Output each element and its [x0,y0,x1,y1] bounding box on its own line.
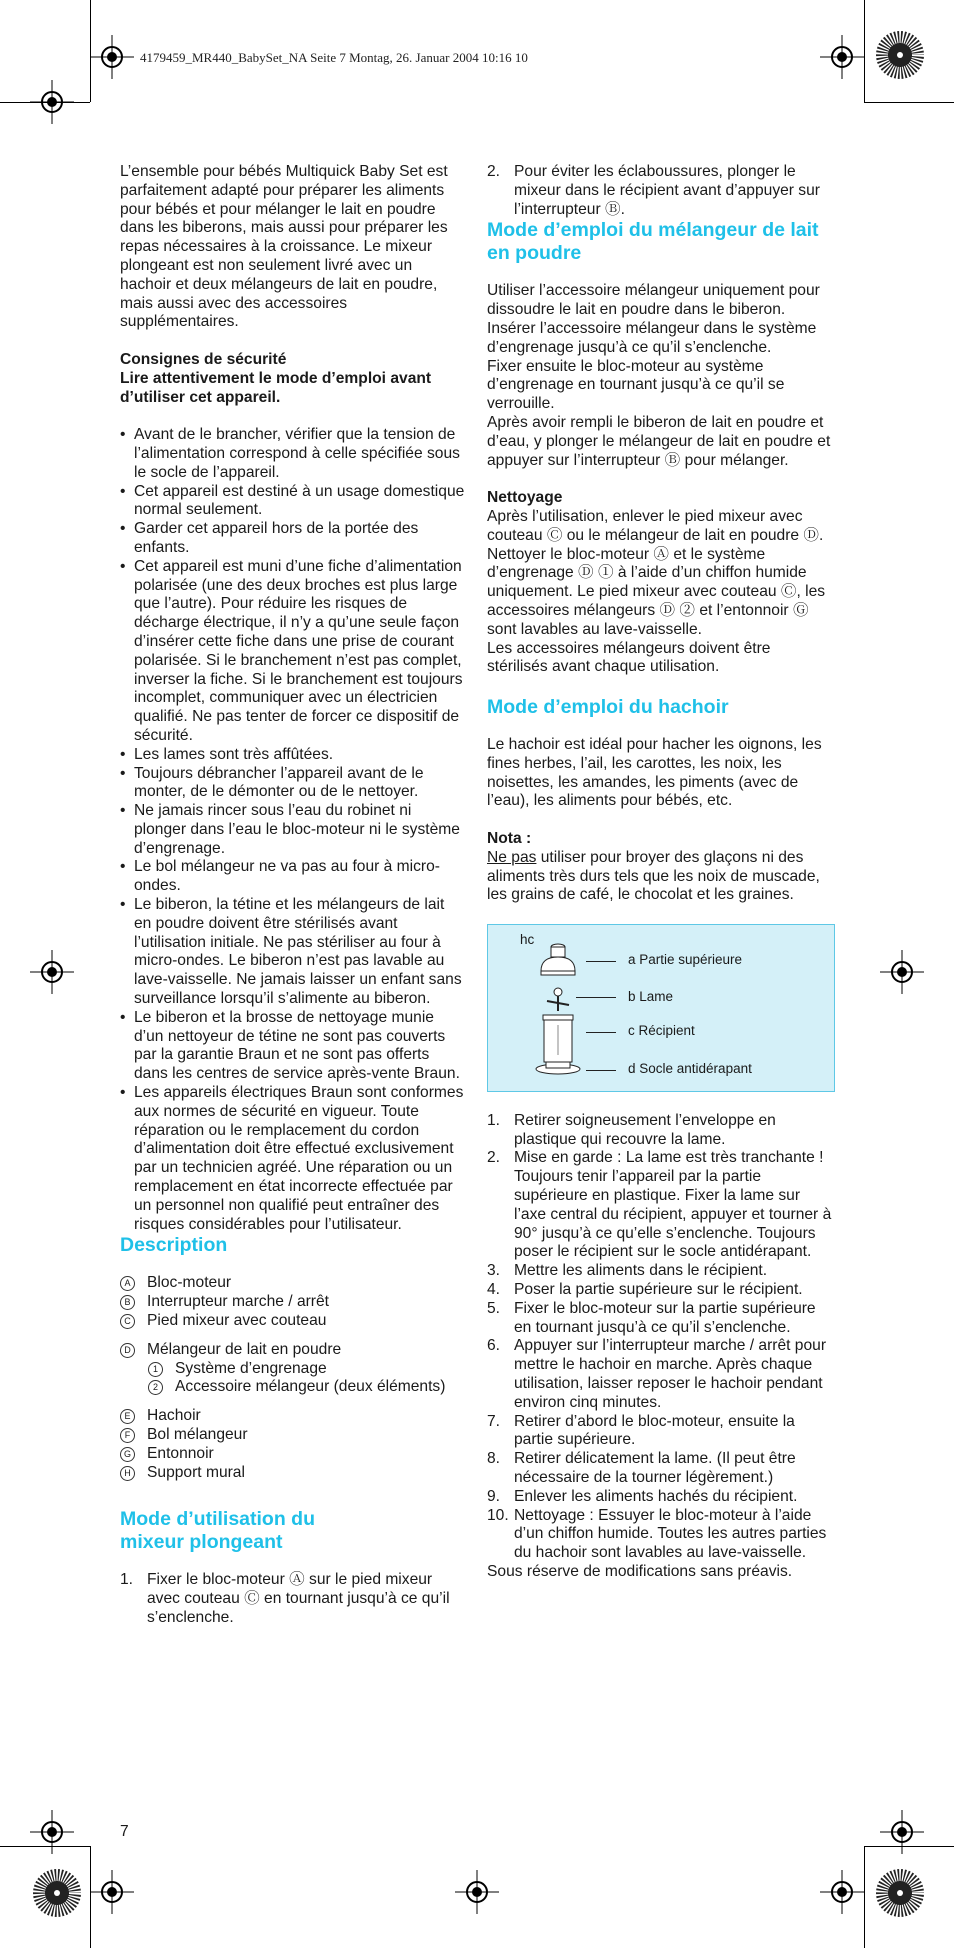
description-subitem [120,1360,465,1379]
nota-text: utiliser pour broyer des glaçons ni des aliments très durs tels que les noix de muscade, les grains de café, le chocolat et les graines. [487,848,820,904]
step-text: Poser la partie supérieure sur le récipient. [514,1281,803,1299]
step-item [487,1149,835,1262]
step-number: 7. [487,1412,501,1430]
safety-title: Consignes de sécurité [120,350,287,368]
footer-note: Sous réserve de modifications sans préavis. [487,1563,793,1581]
letter-circle: E [120,1409,135,1424]
figure-part-label: a Partie supérieure [628,951,743,967]
step-text: Nettoyage : Essuyer le bloc-moteur à l’aide d’un chiffon humide. Toutes les autres parties du hachoir sont lavables au lave-vaisselle. [514,1506,827,1562]
milk-mixer-text: Utiliser l’accessoire mélangeur uniquement pour dissoudre le lait en poudre dans le biberon. Insérer l’accessoire mélangeur dans le système d’engrenage jusqu’à ce qu’il s’enclenche. Fixer ensuite le bloc-moteur au système d’engrenage en tournant jusqu’à ce qu’il se verrouille. Après avoir rempli le biberon de lait en poudre et d’eau, y plonger le mélangeur de lait en poudre et appuyer sur l’interrupteur Ⓑ pour mélanger. [487,282,831,469]
step-item [487,1450,835,1488]
page-number: 7 [120,1823,129,1840]
step-number: 2. [487,1149,501,1167]
chopper-heading: Mode d’emploi du hachoir [487,695,729,718]
step-item [487,1281,835,1300]
safety-item: • Les appareils électriques Braun sont conformes aux normes de sécurité en vigueur. Toute réparation ou le remplacement du cordon d’alimentation doit être effectué exclusivement par un technicien agréé. Une réparation ou un remplacement en état incorrecte effectuée par un personnel non qualifié peut entraîner des risques considérables pour l’utilisateur. [120,1084,465,1234]
description-label: Hachoir [147,1407,201,1425]
description-item [120,1341,465,1360]
safety-item: • Le biberon, la tétine et les mélangeurs de lait en poudre doivent être stérilisés avant l’utilisation initiale. Ne pas stériliser au four à micro-ondes. Le biberon n’est pas lavable au lave-vaisselle. Ne jamais laisser un enfant sans surveillance lorsqu’il s’alimente au biberon. [120,896,465,1009]
chopper-steps [487,1112,835,1563]
step-item [487,1488,835,1507]
registration-mark-icon [880,1810,924,1854]
registration-mark-icon [30,1810,74,1854]
starburst-target-icon [32,1868,82,1918]
registration-mark-icon [90,35,134,79]
step-number: 6. [487,1337,501,1355]
step-text: Appuyer sur l’interrupteur marche / arrêt pour mettre le hachoir en marche. Après chaque utilisation, laisser reposer le hachoir pendant environ cinq minutes. [514,1337,827,1411]
figure-hc-label: hc [520,931,535,947]
registration-mark-icon [90,1870,134,1914]
safety-item: • Avant de le brancher, vérifier que la tension de l’alimentation correspond à celle spécifiée sous le socle de l’appareil. [120,426,465,482]
letter-circle: H [120,1466,135,1481]
description-item [120,1274,465,1293]
safety-list [120,426,465,1234]
step-item [487,163,835,219]
step-item [487,1337,835,1412]
step-text: Retirer d’abord le bloc-moteur, ensuite la partie supérieure. [514,1412,795,1449]
nota-title: Nota : [487,829,532,847]
safety-item: • Toujours débrancher l’appareil avant de le monter, de le démonter ou de le nettoyer. [120,765,465,803]
letter-circle: C [120,1314,135,1329]
description-label: Accessoire mélangeur (deux éléments) [175,1378,446,1396]
description-label: Interrupteur marche / arrêt [147,1293,330,1311]
description-label: Pied mixeur avec couteau [147,1312,327,1330]
cleaning-text: Après l’utilisation, enlever le pied mixeur avec couteau Ⓒ ou le mélangeur de lait en poudre Ⓓ. Nettoyer le bloc-moteur Ⓐ et le système d’engrenage Ⓓ ① à l’aide d’un chiffon humide uniquement. Le pied mixeur avec couteau Ⓒ, les accessoires mélangeurs Ⓓ ② et l’entonnoir Ⓖ sont lavables au lave-vaisselle. Les accessoires mélangeurs doivent être stérilisés avant chaque utilisation. [487,507,826,676]
chopper-figure [487,924,835,1092]
description-label: Support mural [147,1463,245,1481]
safety-item: • Ne jamais rincer sous l’eau du robinet ni plonger dans l’eau le bloc-moteur ni le système d’engrenage. [120,802,465,858]
crop-mark [864,1846,865,1948]
safety-item: • Garder cet appareil hors de la portée des enfants. [120,520,465,558]
step-number: 4. [487,1281,501,1299]
description-list [120,1274,465,1482]
description-label: Bloc-moteur [147,1274,232,1292]
description-item [120,1464,465,1483]
step-item [487,1112,835,1150]
number-circle: 2 [148,1380,163,1395]
print-header: 4179459_MR440_BabySet_NA Seite 7 Montag, 26. Januar 2004 10:16 10 [140,50,528,65]
step-text: Retirer délicatement la lame. (Il peut être nécessaire de la tourner légèrement.) [514,1450,796,1487]
description-heading: Description [120,1234,228,1257]
step-text: Enlever les aliments hachés du récipient. [514,1487,798,1505]
number-circle: 1 [148,1362,163,1377]
blender-steps-continued [487,163,835,219]
figure-part-label: c Récipient [628,1022,695,1038]
step-number: 10. [487,1506,509,1524]
step-item [487,1507,835,1563]
registration-mark-icon [455,1870,499,1914]
cleaning-title: Nettoyage [487,489,563,507]
step-number: 5. [487,1299,501,1317]
registration-mark-icon [820,1870,864,1914]
registration-mark-icon [880,950,924,994]
step-number: 3. [487,1262,501,1280]
registration-mark-icon [30,950,74,994]
letter-circle: G [120,1447,135,1462]
letter-circle: B [120,1295,135,1310]
step-text: Pour éviter les éclaboussures, plonger le mixeur dans le récipient avant d’appuyer sur l’interrupteur Ⓑ. [514,163,820,218]
right-column [487,163,835,1582]
step-text: Fixer le bloc-moteur Ⓐ sur le pied mixeur avec couteau Ⓒ en tournant jusqu’à ce qu’il s’enclenche. [147,1571,450,1626]
starburst-target-icon [875,1868,925,1918]
safety-item: • Les lames sont très affûtées. [120,746,465,765]
registration-mark-icon [820,35,864,79]
chopper-illustration-icon [533,935,633,1085]
description-label: Système d’engrenage [175,1359,327,1377]
description-label: Bol mélangeur [147,1426,248,1443]
description-subitem [120,1378,465,1397]
crop-mark [864,102,954,103]
description-item [120,1407,465,1426]
blender-mode-heading: Mode d’utilisation du mixeur plongeant [120,1508,315,1554]
letter-circle: D [120,1343,135,1358]
description-item [120,1426,465,1445]
step-number: 2. [487,163,501,180]
step-number: 9. [487,1487,501,1505]
description-label: Mélangeur de lait en poudre [147,1340,342,1358]
step-item [487,1413,835,1451]
nota-underlined: Ne pas [487,848,537,866]
letter-circle: A [120,1276,135,1291]
safety-item: • Le bol mélangeur ne va pas au four à micro-ondes. [120,858,465,896]
safety-item: • Cet appareil est destiné à un usage domestique normal seulement. [120,483,465,521]
blender-steps [120,1571,465,1627]
step-text: Retirer soigneusement l’enveloppe en plastique qui recouvre la lame. [514,1111,776,1148]
description-item [120,1293,465,1312]
step-text: Fixer le bloc-moteur sur la partie supérieure en tournant jusqu’à ce qu’il s’enclenche. [514,1299,816,1336]
figure-part-label: d Socle antidérapant [628,1060,752,1076]
step-item [487,1262,835,1281]
letter-circle: F [120,1428,135,1443]
safety-subtitle: Lire attentivement le mode d’emploi avant d’utiliser cet appareil. [120,369,432,406]
step-item [487,1300,835,1338]
safety-item: • Le biberon et la brosse de nettoyage munie d’un nettoyeur de tétine ne sont pas couverts par la garantie Braun et ne sont pas offerts dans les centres de service après-vente Braun. [120,1009,465,1084]
intro-paragraph: L’ensemble pour bébés Multiquick Baby Set est parfaitement adapté pour préparer les aliments pour bébés et pour mélanger le lait en poudre dans les biberons, mais aussi pour préparer les repas nécessaires à la croissance. Le mixeur plongeant est non seulement livré avec un hachoir et deux mélangeurs de lait en poudre, mais aussi avec des accessoires supplémentaires. [120,163,448,331]
figure-part-label: b Lame [628,988,674,1004]
chopper-text: Le hachoir est idéal pour hacher les oignons, les fines herbes, l’ail, les carottes, les noix, les noisettes, les amandes, les piments (avec de l’eau), les aliments pour bébés, etc. [487,735,822,810]
starburst-target-icon [875,30,925,80]
milk-mixer-heading: Mode d’emploi du mélangeur de lait en poudre [487,219,819,265]
step-number: 1. [120,1571,134,1589]
left-column [120,163,465,1628]
description-item [120,1312,465,1331]
crop-mark [864,0,865,102]
step-text: Mise en garde : La lame est très tranchante ! Toujours tenir l’appareil par la partie supérieure en plastique. Fixer la lame sur l’axe central du récipient, appuyer et tourner à 90° jusqu’à ce qu’elle s’enclenche. Toujours poser le récipient sur le socle antidérapant. [514,1149,832,1261]
safety-item: • Cet appareil est muni d’une fiche d’alimentation polarisée (une des deux broches est plus large que l’autre). Pour réduire les risques de décharge électrique, il n’y a qu’une seule façon d’insérer cette fiche dans une prise de courant polarisée. Si le branchement n’est pas complet, inverser la fiche. Si le branchement est toujours incomplet, communiquer avec un électricien qualifié. Ne pas tenter de forcer ce dispositif de sécurité. [120,558,465,746]
description-item [120,1445,465,1464]
registration-mark-icon [30,80,74,124]
step-number: 1. [487,1111,501,1129]
step-text: Mettre les aliments dans le récipient. [514,1262,768,1280]
step-number: 8. [487,1450,501,1468]
description-label: Entonnoir [147,1444,214,1462]
step-item [120,1571,465,1627]
